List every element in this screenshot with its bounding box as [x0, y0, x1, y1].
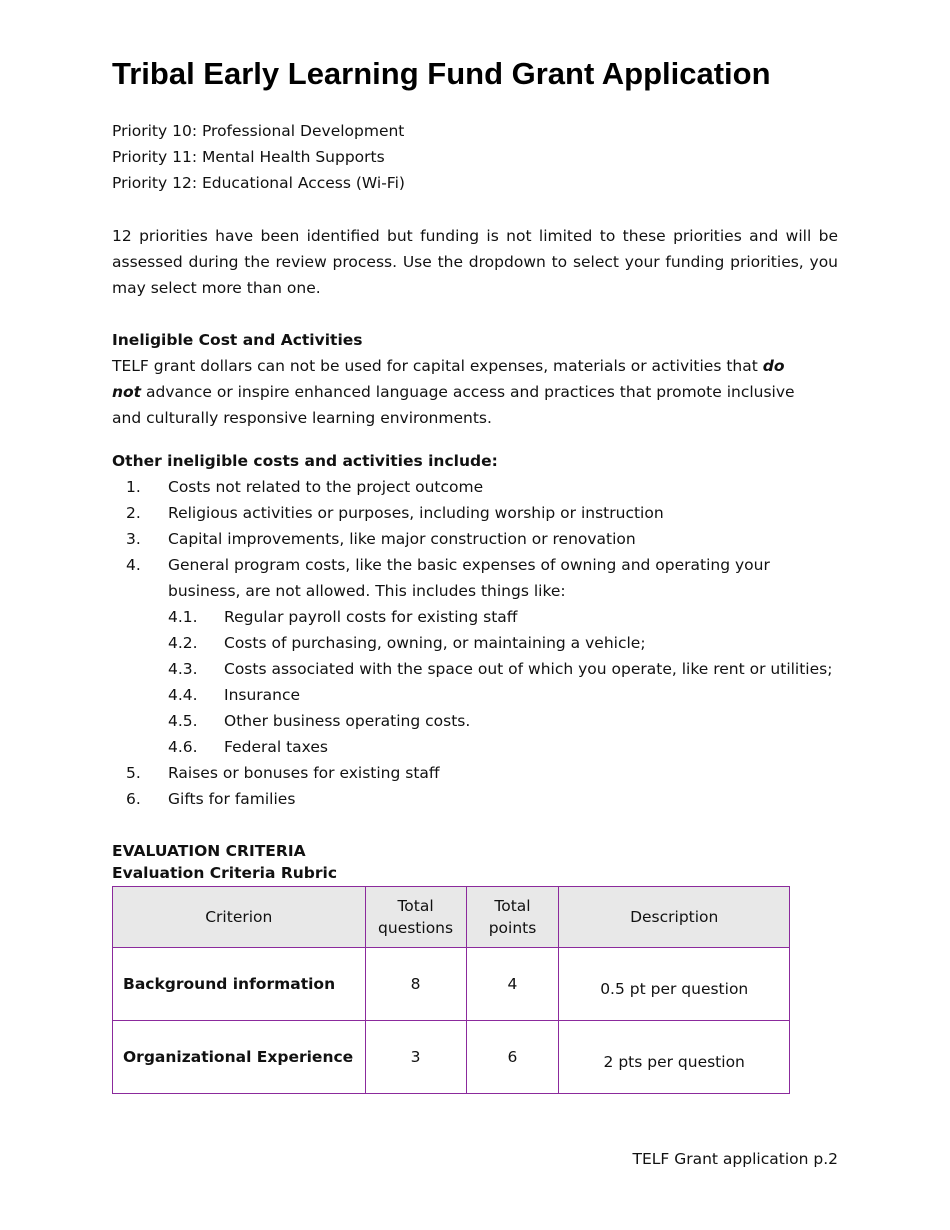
- list-item-text: Gifts for families: [168, 790, 296, 808]
- rubric-table: [112, 886, 790, 1094]
- list-item-text: Religious activities or purposes, including worship or instruction: [168, 504, 664, 522]
- column-header-criterion: Criterion: [113, 887, 366, 948]
- sub-list-item: [112, 682, 838, 708]
- rubric-header-row: [113, 887, 790, 948]
- column-header-total-questions: Total questions: [365, 887, 466, 948]
- points-cell: 6: [466, 1021, 559, 1094]
- column-header-total-points: Total points: [466, 887, 559, 948]
- priority-item: Priority 10: Professional Development: [112, 122, 405, 140]
- sub-item-text: Other business operating costs.: [224, 712, 471, 730]
- ineligible-heading: Ineligible Cost and Activities: [112, 331, 363, 349]
- table-row: [113, 948, 790, 1021]
- intro-paragraph: 12 priorities have been identified but funding is not limited to these priorities and will be assessed during the review process. Use the dropdown to select your funding priorities, you may select more than one.: [112, 227, 838, 297]
- sub-item-number: 4.4.: [168, 686, 198, 704]
- sub-item-text: Costs of purchasing, owning, or maintaining a vehicle;: [224, 634, 646, 652]
- list-item-number: 6.: [126, 790, 141, 808]
- ineligible-paragraph: [112, 353, 812, 431]
- priority-item: Priority 11: Mental Health Supports: [112, 148, 385, 166]
- description-cell: 2 pts per question: [559, 1021, 790, 1094]
- sub-list-item: [112, 734, 838, 760]
- ineligible-list: [112, 474, 838, 812]
- ineligible-text-end: advance or inspire enhanced language access and practices that promote inclusive and culturally responsive learning environments.: [112, 383, 795, 427]
- sub-item-number: 4.2.: [168, 634, 198, 652]
- page-title: Tribal Early Learning Fund Grant Application: [112, 56, 771, 91]
- list-item: [112, 786, 838, 812]
- sub-item-number: 4.1.: [168, 608, 198, 626]
- ineligible-text-start: TELF grant dollars can not be used for capital expenses, materials or activities that: [112, 357, 763, 375]
- list-item-number: 2.: [126, 504, 141, 522]
- list-item-number: 3.: [126, 530, 141, 548]
- criterion-cell: Organizational Experience: [113, 1021, 366, 1094]
- list-item-text: Raises or bonuses for existing staff: [168, 764, 440, 782]
- list-item-text: Costs not related to the project outcome: [168, 478, 484, 496]
- list-item: [112, 500, 838, 526]
- sub-list-item: [112, 604, 838, 630]
- list-item: [112, 552, 838, 604]
- sub-list-item: [112, 630, 838, 656]
- list-item: [112, 526, 838, 552]
- questions-cell: 3: [365, 1021, 466, 1094]
- sub-item-number: 4.6.: [168, 738, 198, 756]
- column-header-description: Description: [559, 887, 790, 948]
- sub-list-item: [112, 708, 838, 734]
- other-ineligible-heading: Other ineligible costs and activities include:: [112, 452, 498, 470]
- list-item-number: 5.: [126, 764, 141, 782]
- sub-item-text: Federal taxes: [224, 738, 328, 756]
- questions-cell: 8: [365, 948, 466, 1021]
- priority-list: [112, 118, 405, 196]
- list-item-text: General program costs, like the basic expenses of owning and operating your business, are not allowed. This includes things like:: [168, 556, 770, 600]
- sub-item-number: 4.3.: [168, 660, 198, 678]
- rubric-heading: Evaluation Criteria Rubric: [112, 864, 338, 882]
- ineligible-emphasis: do not: [112, 357, 785, 401]
- sub-item-text: Regular payroll costs for existing staff: [224, 608, 518, 626]
- evaluation-heading: EVALUATION CRITERIA: [112, 842, 306, 860]
- criterion-cell: Background information: [113, 948, 366, 1021]
- sub-item-text: Costs associated with the space out of which you operate, like rent or utilities;: [224, 660, 833, 678]
- sub-item-number: 4.5.: [168, 712, 198, 730]
- list-item-text: Capital improvements, like major construction or renovation: [168, 530, 636, 548]
- list-item-number: 1.: [126, 478, 141, 496]
- description-cell: 0.5 pt per question: [559, 948, 790, 1021]
- table-row: [113, 1021, 790, 1094]
- list-item: [112, 760, 838, 786]
- sub-list-item: [112, 656, 838, 682]
- list-item-number: 4.: [126, 556, 141, 574]
- list-item: [112, 474, 838, 500]
- page-footer: TELF Grant application p.2: [632, 1150, 838, 1168]
- points-cell: 4: [466, 948, 559, 1021]
- sub-item-text: Insurance: [224, 686, 301, 704]
- priority-item: Priority 12: Educational Access (Wi-Fi): [112, 174, 405, 192]
